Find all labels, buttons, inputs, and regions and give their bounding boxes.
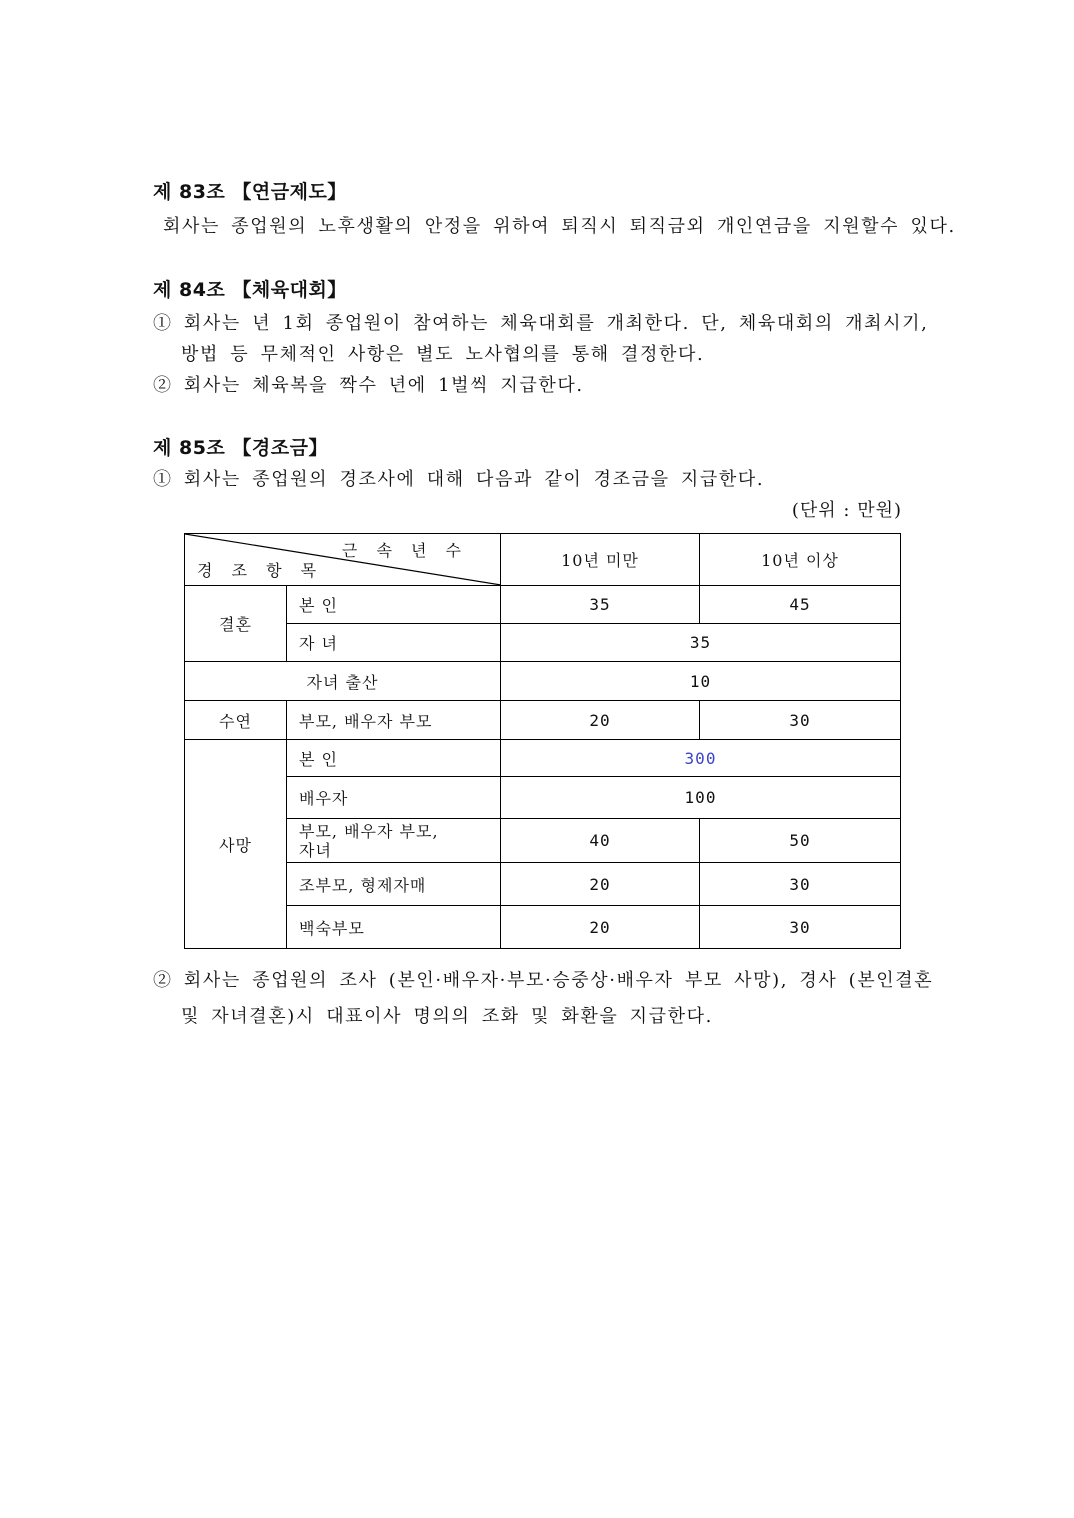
row-label-death-grandparents: 조부모, 형제자매 [287,863,501,906]
value-child-birth: 10 [501,662,901,701]
table-row [185,701,901,740]
article-84-heading: 제 84조 【체육대회】 [153,279,347,301]
article-83-heading: 제 83조 【연금제도】 [153,181,347,203]
row-label-death-uncles: 백숙부모 [287,906,501,949]
condolence-table [184,533,901,949]
unit-label: (단위 : 만원) [791,500,902,521]
article-84-paragraph-2: ② 회사는 체육복을 짝수 년에 1벌씩 지급한다. [153,375,584,396]
value-death-grandparents-over-10: 30 [700,863,901,906]
value-longevity-under-10: 20 [501,701,700,740]
row-label-longevity: 부모, 배우자 부모 [287,701,501,740]
value-death-grandparents-under-10: 20 [501,863,700,906]
value-death-parents-under-10: 40 [501,819,700,863]
row-label-marriage-self: 본 인 [287,586,501,624]
value-longevity-over-10: 30 [700,701,901,740]
column-header-under-10: 10년 미만 [501,534,700,586]
row-label-death-parents-line-1: 부모, 배우자 부모, [299,821,439,841]
value-death-self: 300 [501,740,901,777]
article-85-paragraph-1: ① 회사는 종업원의 경조사에 대해 다음과 같이 경조금을 지급한다. [153,469,765,490]
value-marriage-child: 35 [501,624,901,662]
article-85-paragraph-2-line-1: ② 회사는 종업원의 조사 (본인·배우자·부모·승중상·배우자 부모 사망), 경사 (본인결혼 [153,970,934,991]
article-85-paragraph-2-line-2: 및 자녀결혼)시 대표이사 명의의 조화 및 화환을 지급한다. [181,1006,713,1027]
value-death-spouse: 100 [501,777,901,819]
value-death-parents-over-10: 50 [700,819,901,863]
row-label-death-spouse: 배우자 [287,777,501,819]
value-death-uncles-over-10: 30 [700,906,901,949]
row-label-death-parents [287,819,501,863]
table-row [185,662,901,701]
group-longevity: 수연 [185,701,287,740]
value-marriage-self-under-10: 35 [501,586,700,624]
group-death: 사망 [185,740,287,949]
group-marriage: 결혼 [185,586,287,662]
table-row [185,740,901,777]
table-row [185,586,901,624]
article-84-paragraph-1-line-1: ① 회사는 년 1회 종업원이 참여하는 체육대회를 개최한다. 단, 체육대회의 개최시기, [153,313,929,334]
row-label-marriage-child: 자 녀 [287,624,501,662]
table-row [185,863,901,906]
table-row [185,624,901,662]
header-years-label: 근 속 년 수 [341,541,468,560]
table-row [185,906,901,949]
header-item-label: 경 조 항 목 [197,561,324,580]
row-label-child-birth: 자녀 출산 [185,662,501,701]
column-header-over-10: 10년 이상 [700,534,901,586]
table-row [185,819,901,863]
article-85-heading: 제 85조 【경조금】 [153,437,328,459]
article-83-text: 회사는 종업원의 노후생활의 안정을 위하여 퇴직시 퇴직금외 개인연금을 지원할수 있다. [163,216,956,237]
row-label-death-self: 본 인 [287,740,501,777]
table-header-row [185,534,901,586]
table-row [185,777,901,819]
row-label-death-parents-line-2: 자녀 [299,840,332,860]
diagonal-header-cell [185,534,501,586]
value-death-uncles-under-10: 20 [501,906,700,949]
value-marriage-self-over-10: 45 [700,586,901,624]
article-84-paragraph-1-line-2: 방법 등 무체적인 사항은 별도 노사협의를 통해 결정한다. [181,344,705,365]
